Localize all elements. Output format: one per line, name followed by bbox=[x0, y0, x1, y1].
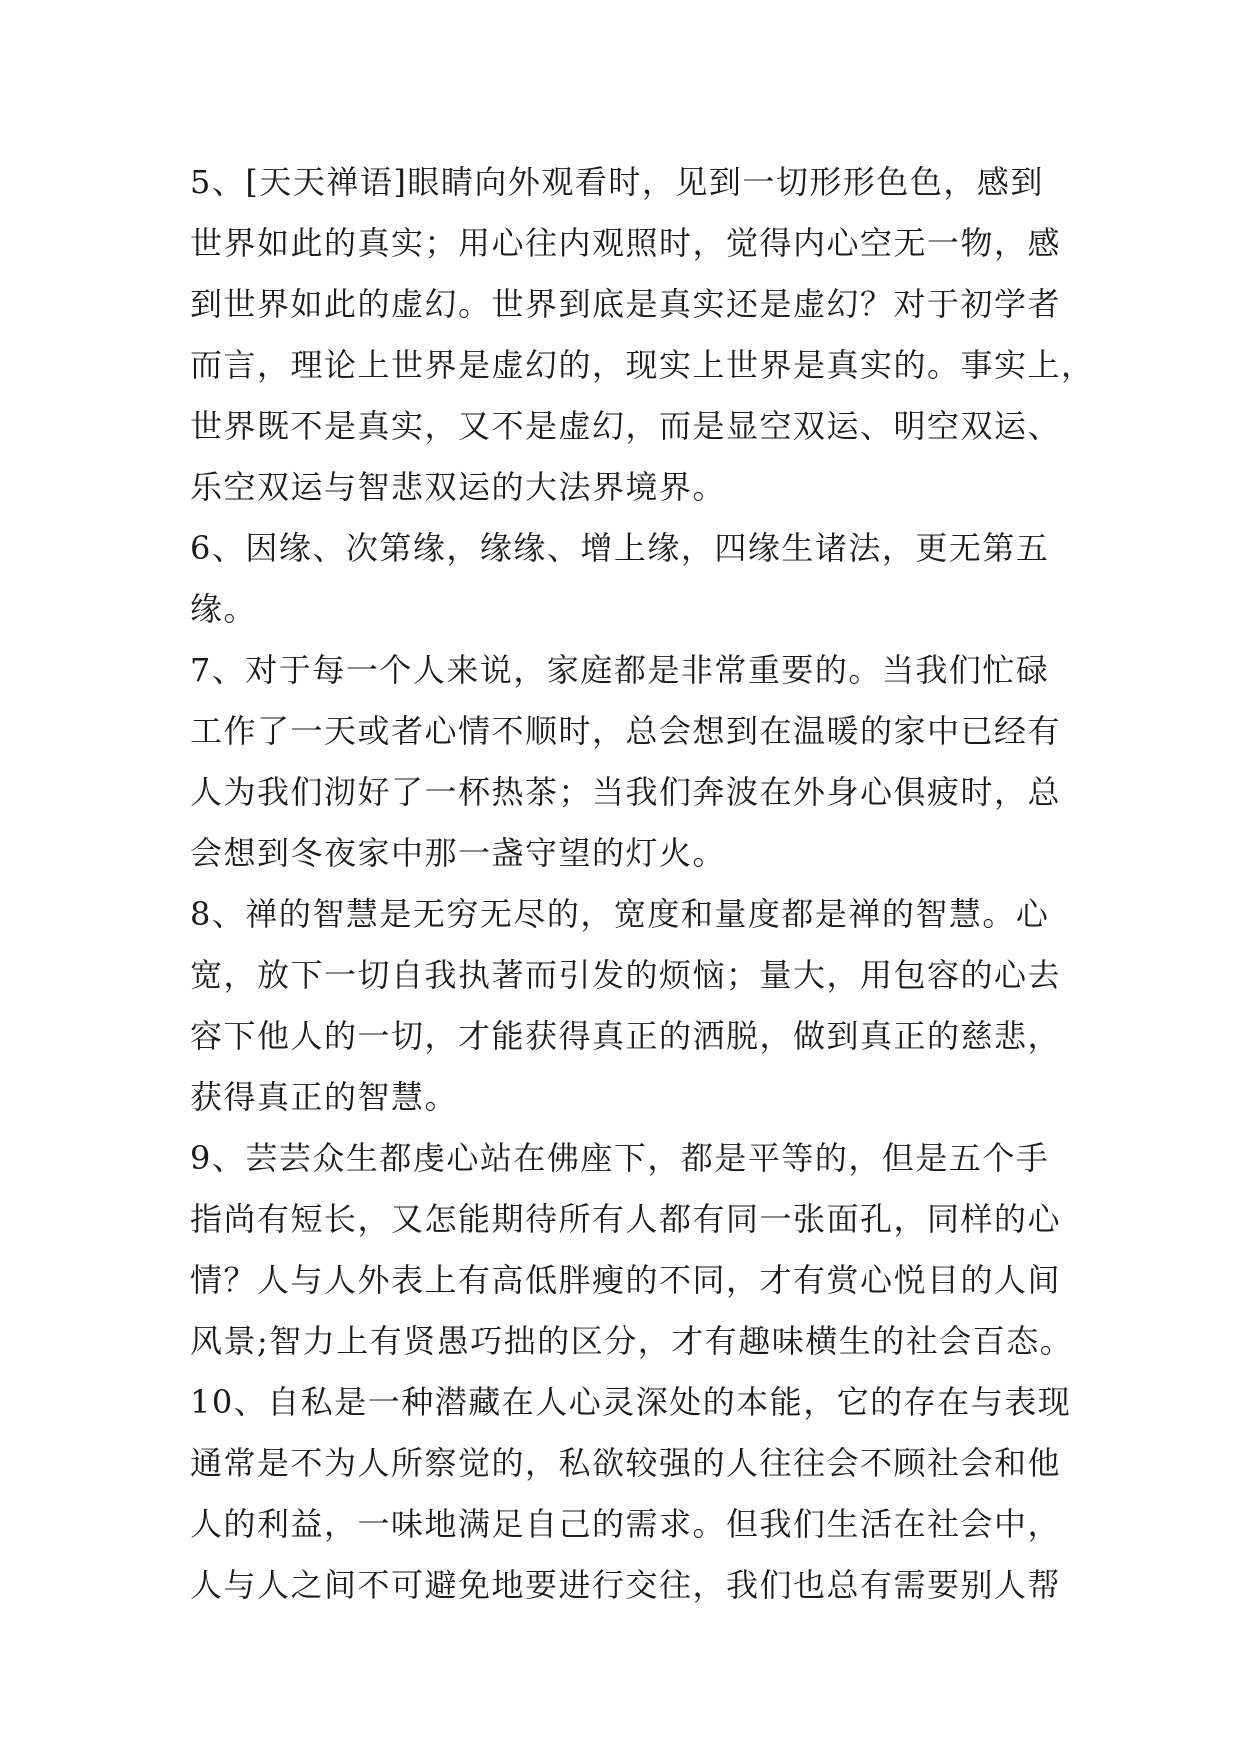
text-line: 指尚有短长，又怎能期待所有人都有同一张面孔，同样的心 bbox=[190, 1200, 1062, 1238]
text-line: 乐空双运与智悲双运的大法界境界。 bbox=[190, 468, 727, 506]
text-line: 而言，理论上世界是虚幻的，现实上世界是真实的。事实上， bbox=[190, 346, 1095, 384]
text-line: 情？人与人外表上有高低胖瘦的不同，才有赏心悦目的人间 bbox=[190, 1261, 1062, 1299]
text-line: 通常是不为人所察觉的，私欲较强的人往往会不顾社会和他 bbox=[190, 1444, 1062, 1482]
text-line: 8、禅的智慧是无穷无尽的，宽度和量度都是禅的智慧。心 bbox=[190, 895, 1050, 933]
document-body bbox=[190, 152, 1095, 1616]
text-line: 7、对于每一个人来说，家庭都是非常重要的。当我们忙碌 bbox=[190, 651, 1050, 689]
text-line: 人与人之间不可避免地要进行交往，我们也总有需要别人帮 bbox=[190, 1566, 1062, 1604]
text-line: 9、芸芸众生都虔心站在佛座下，都是平等的，但是五个手 bbox=[190, 1139, 1050, 1177]
text-line: 人的利益，一味地满足自己的需求。但我们生活在社会中， bbox=[190, 1505, 1062, 1543]
text-line: 容下他人的一切，才能获得真正的洒脱，做到真正的慈悲， bbox=[190, 1017, 1062, 1055]
text-line: 缘。 bbox=[190, 590, 258, 628]
text-line: 10、自私是一种潜藏在人心灵深处的本能，它的存在与表现 bbox=[190, 1383, 1072, 1421]
text-line: 获得真正的智慧。 bbox=[190, 1078, 459, 1116]
text-line: 世界如此的真实；用心往内观照时，觉得内心空无一物，感 bbox=[190, 224, 1062, 262]
text-line: 6、因缘、次第缘，缘缘、增上缘，四缘生诸法，更无第五 bbox=[190, 529, 1050, 567]
text-line: 工作了一天或者心情不顺时，总会想到在温暖的家中已经有 bbox=[190, 712, 1062, 750]
text-line: 世界既不是真实，又不是虚幻，而是显空双运、明空双运、 bbox=[190, 407, 1062, 445]
text-line: 会想到冬夜家中那一盏守望的灯火。 bbox=[190, 834, 727, 872]
text-line: 人为我们沏好了一杯热茶；当我们奔波在外身心俱疲时，总 bbox=[190, 773, 1062, 811]
text-line: 到世界如此的虚幻。世界到底是真实还是虚幻？对于初学者 bbox=[190, 285, 1062, 323]
text-line: 风景;智力上有贤愚巧拙的区分，才有趣味横生的社会百态。 bbox=[190, 1322, 1074, 1360]
text-line: 宽，放下一切自我执著而引发的烦恼；量大，用包容的心去 bbox=[190, 956, 1062, 994]
text-line: 5、[天天禅语]眼睛向外观看时，见到一切形形色色，感到 bbox=[190, 163, 1044, 201]
